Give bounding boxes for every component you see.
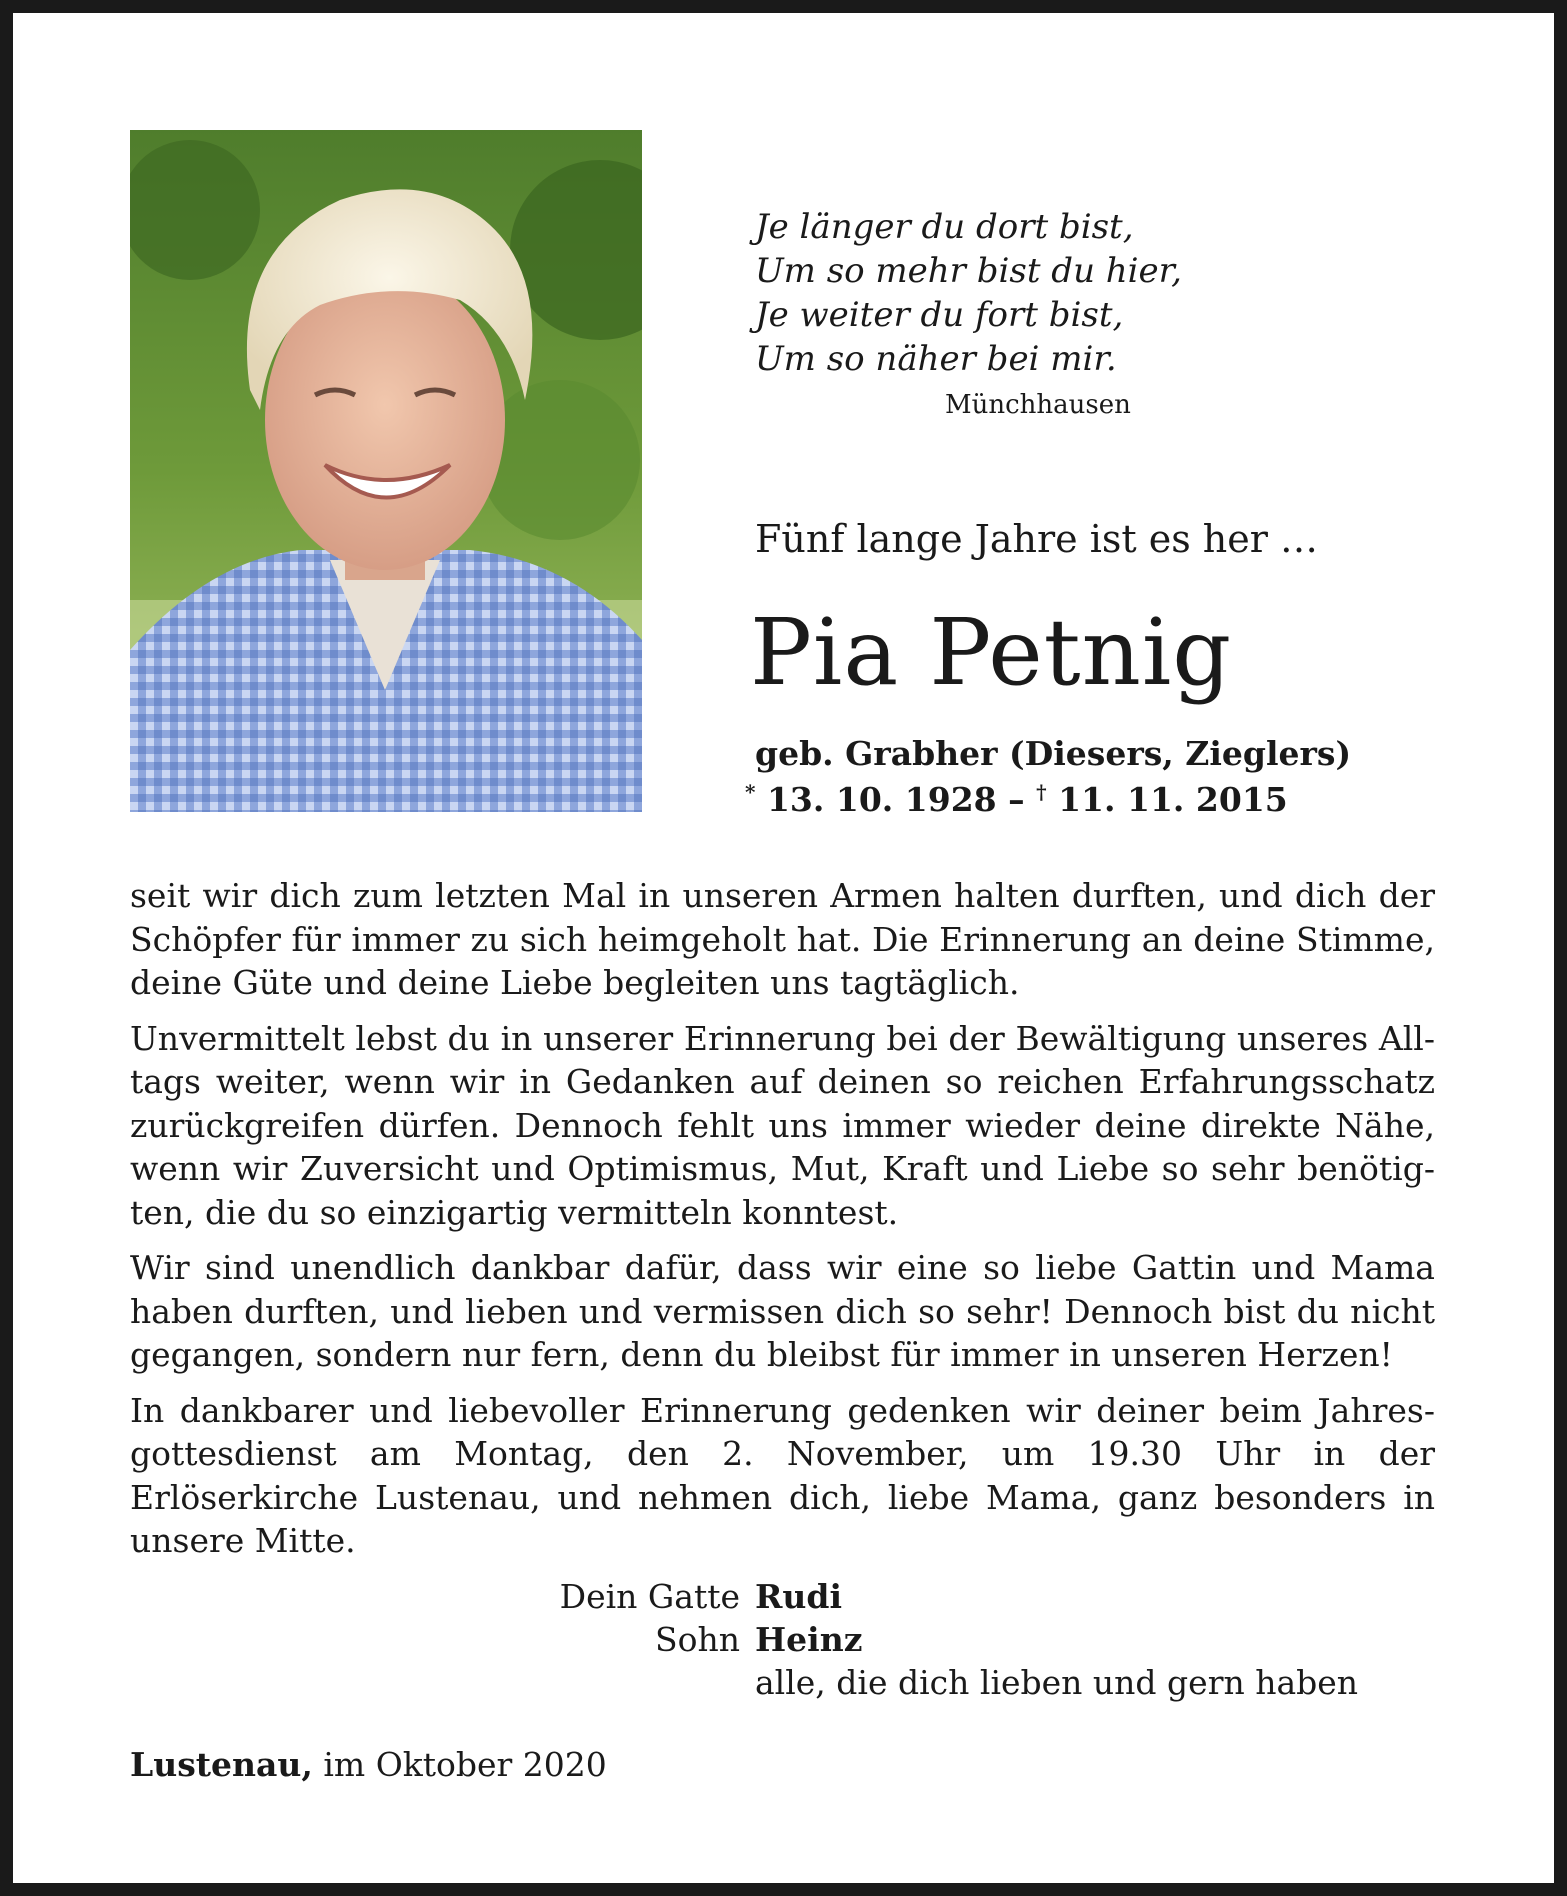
death-symbol: † bbox=[1036, 780, 1047, 804]
poem-line: Um so näher bei mir. bbox=[755, 339, 1117, 379]
poem-line: Je weiter du fort bist, bbox=[755, 295, 1124, 335]
place-date-text: im Oktober 2020 bbox=[323, 1745, 607, 1784]
signature-label: Dein Gatte bbox=[559, 1577, 740, 1616]
death-date: 11. 11. 2015 bbox=[1058, 780, 1288, 819]
signature-name: Heinz bbox=[755, 1620, 863, 1659]
signature-name: Rudi bbox=[755, 1577, 843, 1616]
birth-date: 13. 10. 1928 bbox=[766, 780, 997, 819]
place-date bbox=[130, 1745, 607, 1784]
intro-line: Fünf lange Jahre ist es her … bbox=[755, 517, 1319, 561]
paragraph: Wir sind unendlich dankbar dafür, dass wir eine so liebe Gattin und Mama haben durften, und lieben und vermissen dich so sehr! Dennoch bist du nicht gegangen, sondern nur fern, denn du bleibst für immer in unseren Herzen! bbox=[130, 1248, 1435, 1374]
poem-line: Je länger du dort bist, bbox=[755, 207, 1134, 247]
obituary-text bbox=[130, 874, 1435, 1575]
maiden-name: geb. Grabher (Diesers, Zieglers) bbox=[755, 734, 1352, 773]
poem-author: Münchhausen bbox=[945, 390, 1131, 420]
birth-symbol: * bbox=[745, 780, 756, 804]
portrait-photo bbox=[130, 130, 642, 812]
signature-names bbox=[755, 1575, 1358, 1704]
deceased-name: Pia Petnig bbox=[750, 599, 1233, 706]
life-dates bbox=[745, 780, 1288, 819]
signature-labels bbox=[440, 1575, 740, 1661]
paragraph: Unvermittelt lebst du in unserer Erinnerung bei der Bewältigung unseres Alltags weiter, wenn wir in Gedanken auf deinen so reichen Erfahrungsschatz zurückgreifen dürfen. Dennoch fehlt uns immer wieder deine direkte Nähe, wenn wir Zuversicht und Optimismus, Mut, Kraft und Liebe so sehr benötigten, die du so einzigartig vermitteln konntest. bbox=[130, 1018, 1435, 1232]
paragraph: In dankbarer und liebevoller Erinnerung gedenken wir deiner beim Jahresgottesdienst am Montag, den 2. November, um 19.30 Uhr in der Erlöserkirche Lustenau, und nehmen dich, liebe Mama, ganz besonders in unsere Mitte. bbox=[130, 1390, 1435, 1560]
place-town: Lustenau, bbox=[130, 1745, 313, 1784]
poem-line: Um so mehr bist du hier, bbox=[755, 251, 1182, 291]
paragraph: seit wir dich zum letzten Mal in unseren Armen halten durften, und dich der Schöpfer für immer zu sich heimgeholt hat. Die Erinnerung an deine Stimme, deine Güte und deine Liebe begleiten uns tagtäglich. bbox=[130, 876, 1435, 1002]
signature-label: Sohn bbox=[655, 1620, 740, 1659]
signature-others: alle, die dich lieben und gern haben bbox=[755, 1663, 1359, 1702]
date-separator: – bbox=[1008, 780, 1025, 819]
poem bbox=[755, 205, 1182, 381]
